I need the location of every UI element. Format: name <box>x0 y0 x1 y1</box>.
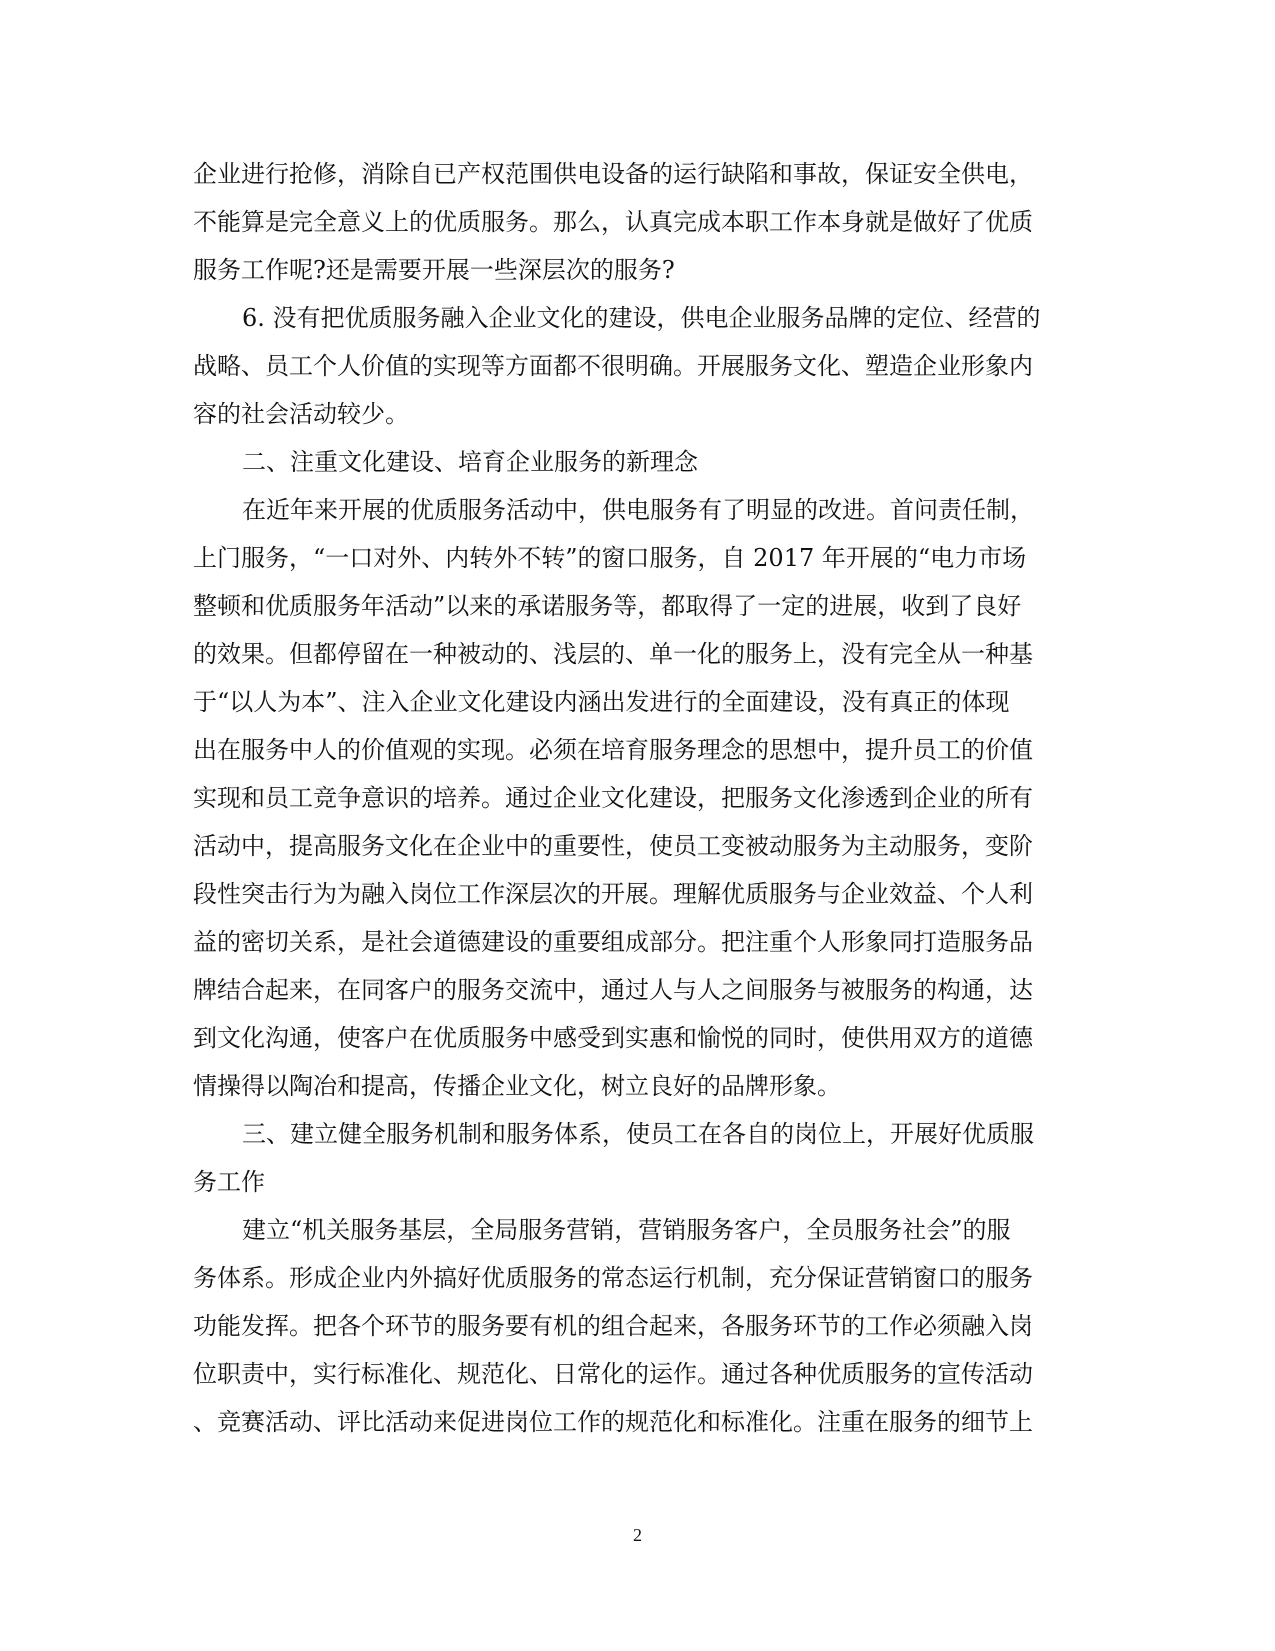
text-line: 活动中，提高服务文化在企业中的重要性，使员工变被动服务为主动服务，变阶 <box>193 832 1033 860</box>
paragraph-start-line: 建立“机关服务基层，全局服务营销，营销服务客户，全员服务社会”的服 <box>242 1216 1011 1244</box>
section-heading: 二、注重文化建设、培育企业服务的新理念 <box>242 448 698 476</box>
paragraph-start-line: 在近年来开展的优质服务活动中，供电服务有了明显的改进。首问责任制， <box>242 496 1034 524</box>
text-line: 服务工作呢?还是需要开展一些深层次的服务? <box>193 256 675 284</box>
text-line: 情操得以陶冶和提高，传播企业文化，树立良好的品牌形象。 <box>193 1072 841 1100</box>
section-heading-continuation: 务工作 <box>193 1168 265 1196</box>
text-line: 到文化沟通，使客户在优质服务中感受到实惠和愉悦的同时，使供用双方的道德 <box>193 1024 1033 1052</box>
text-line: 、竞赛活动、评比活动来促进岗位工作的规范化和标准化。注重在服务的细节上 <box>193 1408 1033 1436</box>
text-line: 企业进行抢修，消除自已产权范围供电设备的运行缺陷和事故，保证安全供电， <box>193 160 1033 188</box>
text-line: 功能发挥。把各个环节的服务要有机的组合起来，各服务环节的工作必须融入岗 <box>193 1312 1033 1340</box>
text-line: 的效果。但都停留在一种被动的、浅层的、单一化的服务上，没有完全从一种基 <box>193 640 1033 668</box>
text-line: 位职责中，实行标准化、规范化、日常化的运作。通过各种优质服务的宣传活动 <box>193 1360 1033 1388</box>
paragraph-start-line: 6. 没有把优质服务融入企业文化的建设，供电企业服务品牌的定位、经营的 <box>242 304 1041 332</box>
text-line: 益的密切关系，是社会道德建设的重要组成部分。把注重个人形象同打造服务品 <box>193 928 1033 956</box>
text-line: 牌结合起来，在同客户的服务交流中，通过人与人之间服务与被服务的构通，达 <box>193 976 1033 1004</box>
text-line: 实现和员工竞争意识的培养。通过企业文化建设，把服务文化渗透到企业的所有 <box>193 784 1033 812</box>
text-line: 务体系。形成企业内外搞好优质服务的常态运行机制，充分保证营销窗口的服务 <box>193 1264 1033 1292</box>
text-line: 段性突击行为为融入岗位工作深层次的开展。理解优质服务与企业效益、个人利 <box>193 880 1033 908</box>
text-line: 于“以人为本”、注入企业文化建设内涵出发进行的全面建设，没有真正的体现 <box>193 688 1010 716</box>
text-line: 容的社会活动较少。 <box>193 400 409 428</box>
text-line: 出在服务中人的价值观的实现。必须在培育服务理念的思想中，提升员工的价值 <box>193 736 1033 764</box>
text-line: 整顿和优质服务年活动”以来的承诺服务等，都取得了一定的进展，收到了良好 <box>193 592 1022 620</box>
page-number: 2 <box>633 1525 642 1545</box>
text-line: 不能算是完全意义上的优质服务。那么，认真完成本职工作本身就是做好了优质 <box>193 208 1033 236</box>
text-line: 上门服务，“一口对外、内转外不转”的窗口服务，自 2017 年开展的“电力市场 <box>193 544 1027 572</box>
section-heading: 三、建立健全服务机制和服务体系，使员工在各自的岗位上，开展好优质服 <box>242 1120 1034 1148</box>
text-line: 战略、员工个人价值的实现等方面都不很明确。开展服务文化、塑造企业形象内 <box>193 352 1033 380</box>
